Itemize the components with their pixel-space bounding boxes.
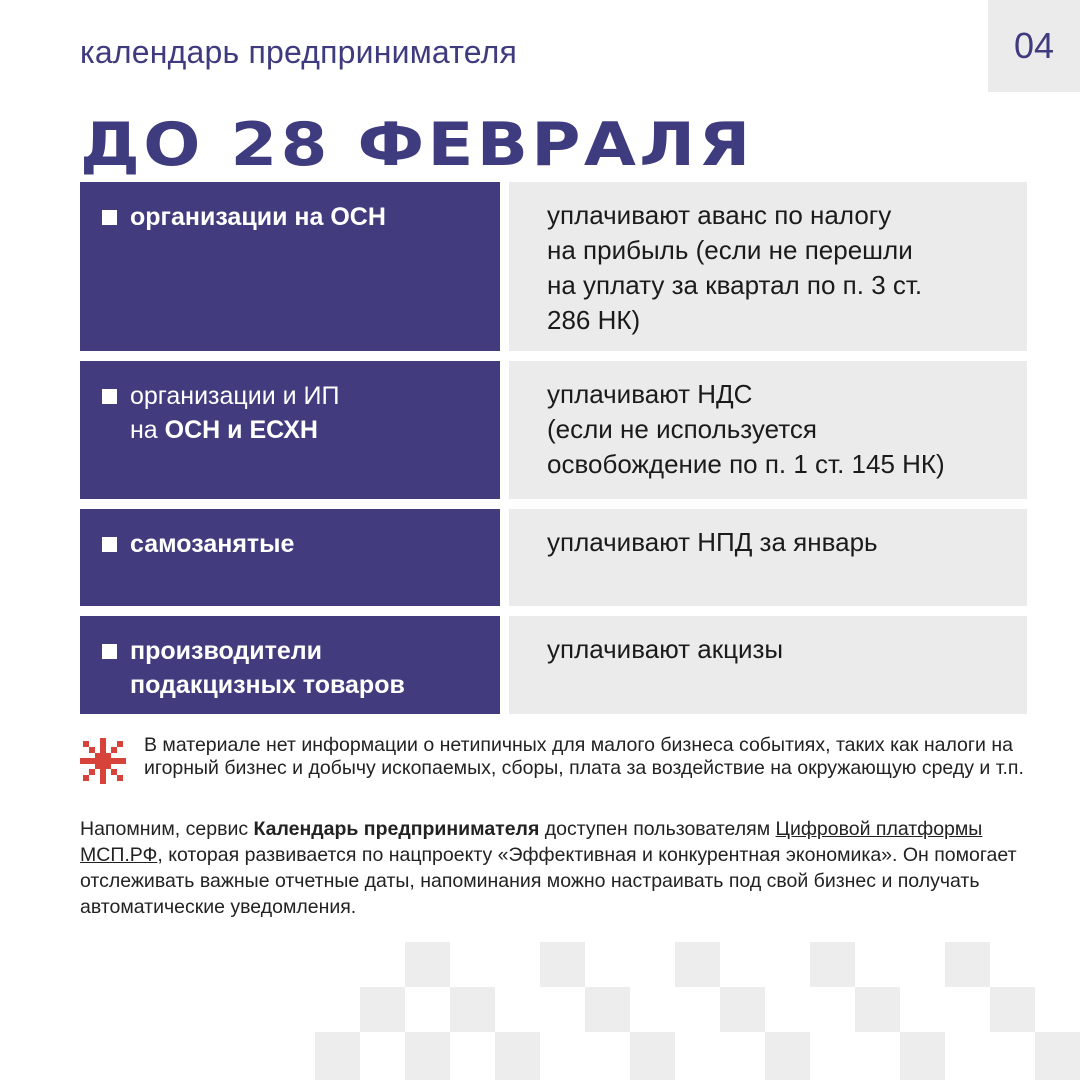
square-bullet-icon <box>102 644 117 659</box>
taxpayer-label: организации и ИП на ОСН и ЕСХН <box>130 382 340 444</box>
obligation-cell <box>509 182 1027 351</box>
deadline-table <box>80 182 1027 724</box>
header-title: календарь предпринимателя <box>80 34 518 70</box>
taxpayer-cell <box>80 361 500 499</box>
square-bullet-icon <box>102 210 117 225</box>
asterisk-icon <box>80 738 126 784</box>
page-number: 04 <box>1013 25 1055 66</box>
table-row <box>80 616 1027 714</box>
obligation-line: уплачивают НПД за январь <box>547 527 878 557</box>
obligation-line: освобождение по п. 1 ст. 145 НК) <box>547 449 945 479</box>
footnote-text: В материале нет информации о нетипичных для малого бизнеса событиях, таких как налоги на игорный бизнес и добычу ископаемых, сборы, плата за воздействие на окружающую среду и т.п. <box>144 734 1024 779</box>
headline-deadline: ДО 28 ФЕВРАЛЯ <box>80 110 754 180</box>
service-reminder: Напомним, сервис Календарь предпринимателя доступен пользователям Цифровой платформы МСП.РФ, которая развивается по нацпроекту «Эффективная и конкурентная экономика». Он помогает отслеживать важные отчетные даты, напоминания можно настраивать под свой бизнес и получать автоматические уведомления. <box>80 818 1017 918</box>
obligation-line: на уплату за квартал по п. 3 ст. <box>547 270 923 300</box>
obligation-cell <box>509 616 1027 714</box>
obligation-line: уплачивают акцизы <box>547 634 784 664</box>
square-bullet-icon <box>102 389 117 404</box>
taxpayer-label: организации на ОСН <box>130 203 386 231</box>
obligation-line: 286 НК) <box>547 305 641 335</box>
table-row <box>80 361 1027 499</box>
taxpayer-cell <box>80 616 500 714</box>
platform-link[interactable]: Цифровой платформы МСП.РФ <box>80 818 983 866</box>
taxpayer-label: производители подакцизных товаров <box>130 637 405 699</box>
service-name: Календарь предпринимателя <box>253 818 540 840</box>
taxpayer-cell <box>80 182 500 351</box>
square-bullet-icon <box>102 537 117 552</box>
obligation-cell <box>509 509 1027 606</box>
footnote <box>80 734 1030 784</box>
table-row <box>80 509 1027 606</box>
obligation-line: на прибыль (если не перешли <box>547 235 913 265</box>
obligation-line: уплачивают НДС <box>547 379 753 409</box>
taxpayer-label: самозанятые <box>130 530 295 558</box>
table-row <box>80 182 1027 351</box>
obligation-line: (если не используется <box>547 414 817 444</box>
page-number-badge <box>988 0 1080 92</box>
obligation-line: уплачивают аванс по налогу <box>547 200 892 230</box>
taxpayer-cell <box>80 509 500 606</box>
obligation-cell <box>509 361 1027 499</box>
